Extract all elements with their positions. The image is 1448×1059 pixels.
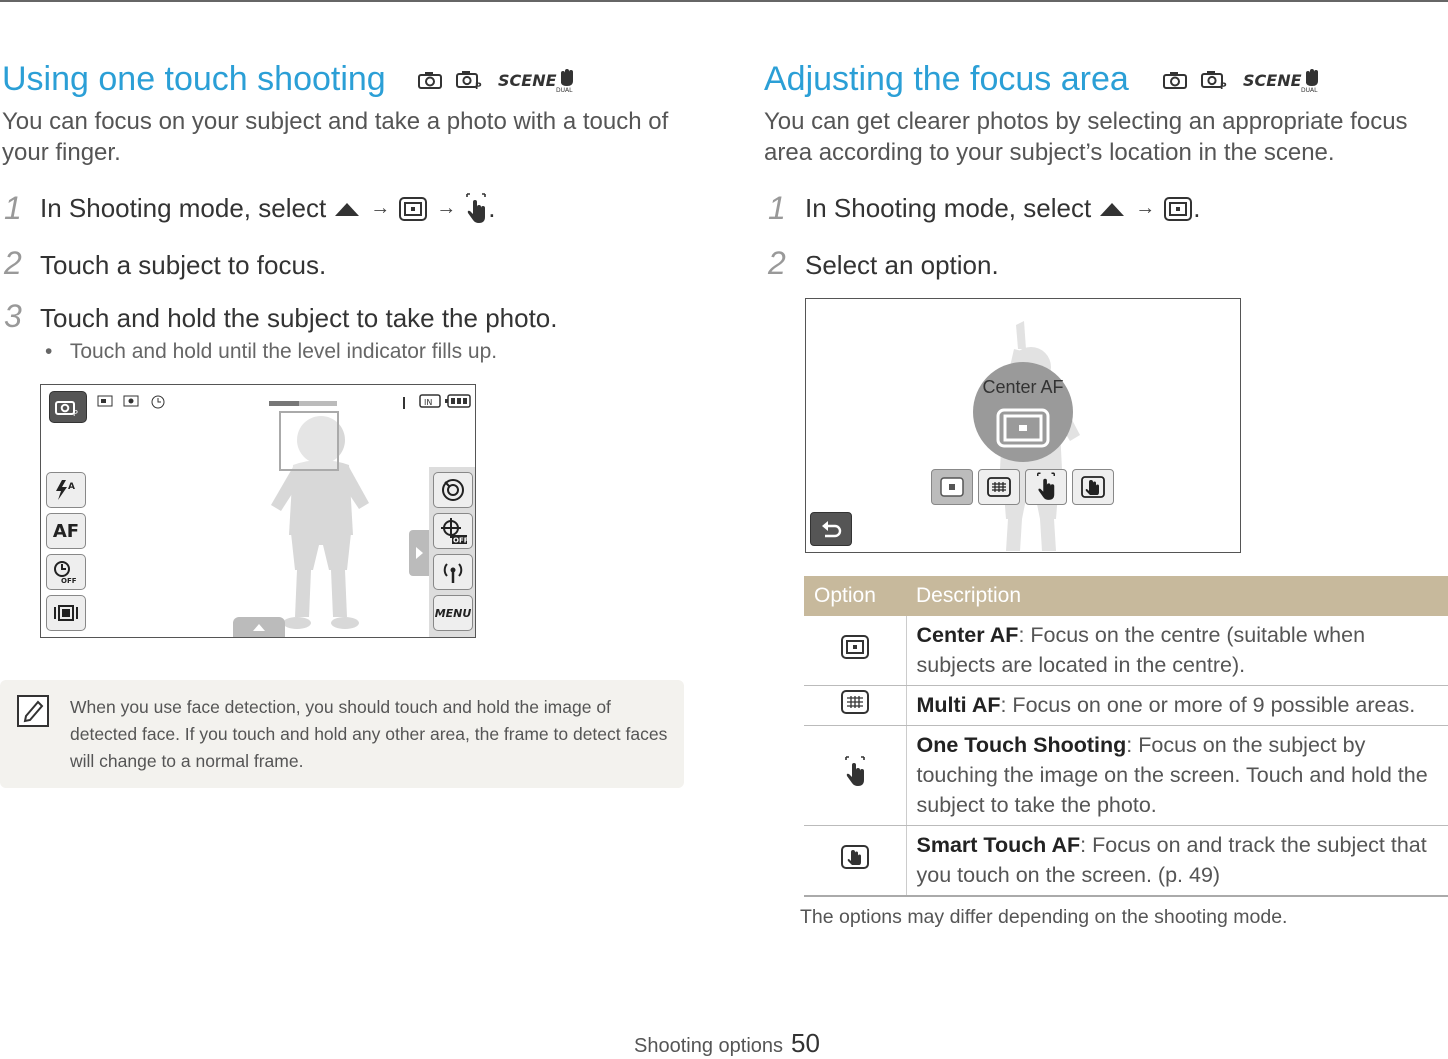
af-label: AF: [52, 520, 80, 542]
option-desc: : Focus on the subject by touching the image on the screen. Touch and hold the subject to take the photo.: [916, 733, 1428, 817]
memory-icon: [419, 393, 441, 409]
shots-divider: [403, 397, 405, 409]
focus-area-button[interactable]: [433, 513, 473, 549]
step-number: 1: [768, 190, 786, 226]
left-step-1: [40, 193, 495, 224]
svg-text:SCENE: SCENE: [497, 70, 557, 90]
status-icons-right: [419, 393, 471, 409]
menu-button[interactable]: [433, 595, 473, 631]
panel-toggle[interactable]: [409, 530, 429, 576]
camera-screen-focus-area: [805, 298, 1241, 553]
page-number: 50: [791, 1028, 820, 1058]
wireless-button[interactable]: [433, 554, 473, 590]
program-mode-icon: [456, 70, 484, 90]
row-icon-cell: [804, 616, 906, 686]
crosshair-off-icon: [438, 517, 468, 545]
photo-style-button[interactable]: [433, 472, 473, 508]
svg-text:DUAL: DUAL: [555, 86, 573, 94]
option-name: One Touch Shooting: [916, 733, 1127, 757]
center-af-icon: [840, 634, 870, 660]
camera-screen-one-touch: [40, 384, 476, 638]
page-footer: [634, 1028, 820, 1059]
row-description: [906, 616, 1448, 686]
step-end: .: [488, 193, 496, 223]
triangle-up-icon: [252, 622, 266, 632]
one-touch-shooting-icon: [464, 194, 488, 224]
battery-icon: [445, 393, 471, 409]
dual-is-icon: [1299, 67, 1325, 93]
af-button[interactable]: [46, 513, 86, 549]
row-description: [906, 686, 1448, 726]
step-number: 2: [4, 245, 22, 281]
ois-button[interactable]: [46, 595, 86, 631]
timer-button[interactable]: [46, 554, 86, 590]
image-size-icon: [97, 395, 113, 407]
option-center-af[interactable]: [931, 469, 973, 505]
table-row: [804, 826, 1448, 897]
header-option: Option: [804, 576, 906, 616]
row-description: [906, 826, 1448, 897]
option-one-touch-shooting[interactable]: [1025, 469, 1067, 505]
right-step-2: Select an option.: [805, 250, 999, 280]
one-touch-shooting-icon: [843, 757, 867, 787]
table-header-row: [804, 576, 1448, 616]
timer-status-icon: [149, 395, 167, 409]
option-name: Multi AF: [916, 693, 1001, 717]
multi-af-icon: [986, 476, 1012, 498]
option-desc: : Focus on one or more of 9 possible areas.: [1000, 693, 1416, 717]
left-mode-icons: [418, 67, 580, 93]
top-rule: [0, 0, 1448, 2]
back-button[interactable]: [810, 512, 852, 546]
left-heading: [2, 60, 580, 99]
step-text: In Shooting mode, select: [805, 193, 1092, 223]
timer-off-icon: [52, 560, 80, 584]
note-box: [0, 680, 684, 788]
bullet-dot: •: [45, 340, 70, 363]
footnote: The options may differ depending on the shooting mode.: [800, 906, 1288, 928]
step-text: In Shooting mode, select: [40, 193, 327, 223]
center-af-icon: [398, 196, 428, 222]
option-desc: : Focus on and track the subject that you touch on the screen. (p. 49): [916, 833, 1427, 887]
camera-icon: [418, 71, 442, 89]
left-step-3: Touch and hold the subject to take the photo.: [40, 303, 558, 333]
note-text: When you use face detection, you should touch and hold the image of detected face. If you touch and hold any other area, the frame to detect faces will change to a normal frame.: [70, 697, 668, 771]
table-row: [804, 616, 1448, 686]
metering-icon: [123, 395, 139, 407]
arrow-right-icon: →: [370, 197, 391, 219]
svg-text:IN: IN: [424, 398, 433, 407]
center-af-icon: [1163, 196, 1193, 222]
option-desc: : Focus on the centre (suitable when subjects are located in the centre).: [916, 623, 1366, 677]
row-icon-cell: [804, 686, 906, 726]
status-icons-left: [97, 395, 167, 409]
back-icon: [820, 520, 842, 538]
option-smart-touch-af[interactable]: [1072, 469, 1114, 505]
svg-text:DUAL: DUAL: [1300, 86, 1318, 94]
step-end: .: [1193, 193, 1201, 223]
svg-text:P: P: [1219, 81, 1227, 92]
arrow-right-icon: →: [1135, 197, 1156, 219]
multi-af-icon: [840, 689, 870, 715]
svg-text:A: A: [68, 482, 75, 492]
flash-button[interactable]: [46, 472, 86, 508]
option-multi-af[interactable]: [978, 469, 1020, 505]
header-description: Description: [906, 576, 1448, 616]
svg-text:SCENE: SCENE: [1242, 70, 1302, 90]
bottom-menu-tab[interactable]: [233, 617, 285, 637]
bullet-text: Touch and hold until the level indicator fills up.: [69, 340, 498, 363]
table-row: [804, 686, 1448, 726]
step-number: 2: [768, 245, 786, 281]
note-icon: [16, 694, 50, 728]
right-mode-icons: [1163, 67, 1325, 93]
left-step-2: Touch a subject to focus.: [40, 250, 327, 280]
level-indicator: [269, 401, 337, 406]
smart-touch-af-icon: [840, 844, 870, 870]
one-touch-shooting-icon: [1035, 473, 1057, 501]
left-bullet: [45, 340, 497, 364]
chevron-right-icon: [414, 546, 424, 560]
focus-mode-label: Center AF: [982, 377, 1064, 397]
wireless-icon: [440, 559, 466, 585]
flash-auto-icon: [53, 479, 79, 501]
up-arrow-icon: [332, 199, 362, 219]
option-name: Smart Touch AF: [916, 833, 1081, 857]
table-row: [804, 726, 1448, 826]
left-title: Using one touch shooting: [2, 60, 386, 98]
left-intro: You can focus on your subject and take a photo with a touch of your finger.: [2, 108, 669, 166]
svg-text:OFF: OFF: [453, 536, 469, 545]
svg-text:P: P: [73, 409, 78, 418]
row-icon-cell: [804, 726, 906, 826]
mode-indicator[interactable]: [49, 391, 87, 423]
scene-mode-icon: [1242, 70, 1302, 90]
smart-touch-af-icon: [1080, 475, 1106, 499]
center-af-icon: [939, 476, 965, 498]
options-table: [804, 576, 1448, 897]
right-title: Adjusting the focus area: [764, 60, 1129, 98]
face-focus-frame: [279, 411, 339, 471]
section-name: Shooting options: [634, 1035, 784, 1057]
step-number: 1: [4, 190, 22, 226]
row-description: [906, 726, 1448, 826]
menu-label: MENU: [434, 606, 472, 620]
right-step-1: [805, 193, 1200, 224]
program-mode-icon: [1201, 70, 1229, 90]
camera-icon: [1163, 71, 1187, 89]
center-af-large-icon: [995, 407, 1051, 449]
dual-is-icon: [554, 67, 580, 93]
step-number: 3: [4, 298, 22, 334]
arrow-right-icon: →: [436, 197, 457, 219]
scene-mode-icon: [497, 70, 557, 90]
ois-icon: [53, 603, 79, 623]
option-name: Center AF: [916, 623, 1019, 647]
svg-text:P: P: [474, 81, 482, 92]
right-heading: [764, 60, 1325, 99]
svg-text:OFF: OFF: [61, 577, 77, 585]
up-arrow-icon: [1097, 199, 1127, 219]
right-intro: You can get clearer photos by selecting an appropriate focus area according to your subject’s location in the scene.: [764, 108, 1408, 166]
row-icon-cell: [804, 826, 906, 897]
photo-style-icon: [440, 477, 466, 503]
